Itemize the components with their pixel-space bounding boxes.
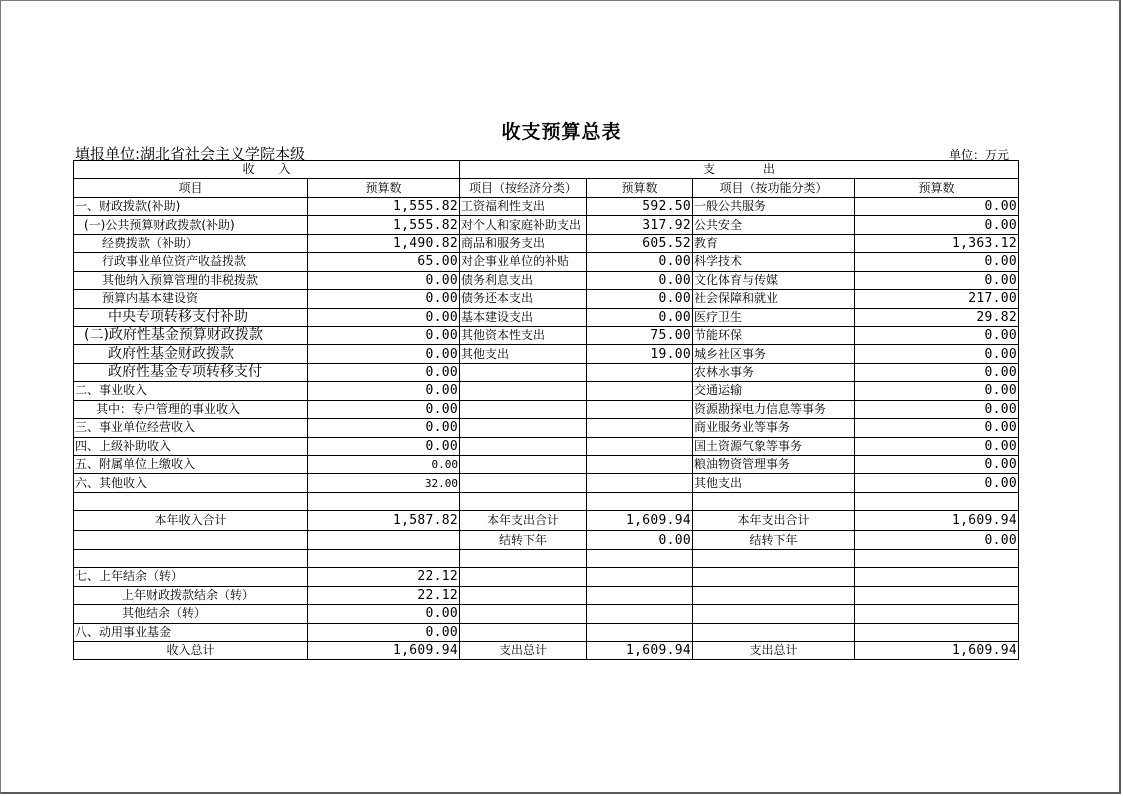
income-item: 行政事业单位资产收益拨款 [74,253,308,271]
income-amount [308,531,460,549]
income-amount: 1,609.94 [308,641,460,659]
income-item: 本年收入合计 [74,511,308,531]
func-item: 结转下年 [693,531,855,549]
income-item [74,549,308,567]
func-amount: 1,363.12 [855,234,1019,252]
func-item: 一般公共服务 [693,197,855,215]
reporting-unit: 填报单位:湖北省社会主义学院本级 [75,145,306,163]
income-item: 收入总计 [74,641,308,659]
func-item: 农林水事务 [693,363,855,381]
table-row [74,623,1019,641]
econ-amount [587,400,693,418]
unit-label: 单位：万元 [949,148,1010,162]
func-item: 公共安全 [693,216,855,234]
table-row [74,271,1019,289]
income-amount: 32.00 [308,474,460,492]
income-item: 二、事业收入 [74,382,308,400]
func-item: 城乡社区事务 [693,345,855,363]
econ-item: 结转下年 [460,531,587,549]
econ-amount [587,419,693,437]
table-row [74,326,1019,344]
income-item: 一、财政拨款(补助) [74,197,308,215]
table-row [74,419,1019,437]
func-item: 节能环保 [693,326,855,344]
income-item [74,531,308,549]
func-amount: 0.00 [855,456,1019,474]
econ-amount [587,474,693,492]
econ-item [460,623,587,641]
func-amount [855,568,1019,586]
econ-amount [587,568,693,586]
econ-item [460,605,587,623]
table-row [74,234,1019,252]
func-amount: 217.00 [855,290,1019,308]
econ-amount: 19.00 [587,345,693,363]
func-item [693,568,855,586]
income-item-header: 项目 [74,179,308,197]
econ-item [460,419,587,437]
func-item: 商业服务业等事务 [693,419,855,437]
income-item: 经费拨款（补助） [74,234,308,252]
table-row [74,641,1019,659]
table-row [74,568,1019,586]
func-item [693,549,855,567]
econ-item [460,363,587,381]
table-row [74,549,1019,567]
func-amount: 1,609.94 [855,641,1019,659]
func-item: 资源勘探电力信息等事务 [693,400,855,418]
econ-item: 支出总计 [460,641,587,659]
econ-item [460,549,587,567]
income-amount: 0.00 [308,382,460,400]
income-item [74,492,308,510]
func-item: 粮油物资管理事务 [693,456,855,474]
econ-amount: 0.00 [587,290,693,308]
func-amount: 0.00 [855,474,1019,492]
income-item: 三、事业单位经营收入 [74,419,308,437]
econ-item: 对企事业单位的补贴 [460,253,587,271]
func-item [693,492,855,510]
header-row-columns [74,179,1019,197]
func-item: 支出总计 [693,641,855,659]
econ-amount: 75.00 [587,326,693,344]
econ-amount: 317.92 [587,216,693,234]
econ-amount: 0.00 [587,253,693,271]
func-item: 本年支出合计 [693,511,855,531]
func-amount [855,605,1019,623]
income-item: 四、上级补助收入 [74,437,308,455]
econ-budget-header: 预算数 [587,179,693,197]
func-amount: 0.00 [855,400,1019,418]
table-row [74,363,1019,381]
income-section-header: 收 入 [74,161,460,179]
income-item: (二)政府性基金预算财政拨款 [74,326,308,344]
income-amount: 1,490.82 [308,234,460,252]
econ-amount [587,363,693,381]
func-item [693,605,855,623]
econ-item [460,474,587,492]
econ-item: 债务还本支出 [460,290,587,308]
income-amount: 1,555.82 [308,216,460,234]
income-item: 八、动用事业基金 [74,623,308,641]
income-amount: 0.00 [308,419,460,437]
income-amount: 22.12 [308,586,460,604]
func-item: 文化体育与传媒 [693,271,855,289]
income-amount: 0.00 [308,437,460,455]
income-item: 中央专项转移支付补助 [74,308,308,326]
econ-item [460,568,587,586]
func-item [693,623,855,641]
func-amount: 0.00 [855,271,1019,289]
func-amount: 0.00 [855,531,1019,549]
func-amount [855,492,1019,510]
econ-amount: 0.00 [587,308,693,326]
table-row [74,531,1019,549]
income-amount: 0.00 [308,326,460,344]
table-row [74,456,1019,474]
func-item: 国土资源气象等事务 [693,437,855,455]
econ-amount [587,382,693,400]
income-item: 其他结余（转） [74,605,308,623]
econ-amount: 592.50 [587,197,693,215]
func-amount: 0.00 [855,419,1019,437]
table-row [74,308,1019,326]
income-item: 六、其他收入 [74,474,308,492]
func-item-header: 项目（按功能分类） [693,179,855,197]
func-budget-header: 预算数 [855,179,1019,197]
table-row [74,216,1019,234]
func-amount: 0.00 [855,253,1019,271]
income-amount [308,492,460,510]
table-row [74,290,1019,308]
econ-amount [587,549,693,567]
econ-item [460,492,587,510]
econ-amount: 0.00 [587,271,693,289]
func-amount [855,549,1019,567]
econ-item: 其他资本性支出 [460,326,587,344]
func-amount: 0.00 [855,197,1019,215]
func-amount [855,586,1019,604]
func-amount: 0.00 [855,216,1019,234]
header-row-sections [74,161,1019,179]
table-row [74,511,1019,531]
income-item: 七、上年结余（转） [74,568,308,586]
econ-amount [587,586,693,604]
income-item: 政府性基金财政拨款 [74,345,308,363]
func-amount: 1,609.94 [855,511,1019,531]
income-amount: 1,587.82 [308,511,460,531]
func-item: 医疗卫生 [693,308,855,326]
income-amount: 0.00 [308,308,460,326]
income-item: 预算内基本建设资 [74,290,308,308]
func-amount: 0.00 [855,437,1019,455]
econ-item [460,400,587,418]
income-amount: 0.00 [308,456,460,474]
func-item [693,586,855,604]
table-row [74,253,1019,271]
budget-table [73,160,1019,660]
income-budget-header: 预算数 [308,179,460,197]
econ-item [460,437,587,455]
econ-amount [587,492,693,510]
econ-item: 工资福利性支出 [460,197,587,215]
econ-item [460,456,587,474]
table-row [74,492,1019,510]
income-amount: 0.00 [308,623,460,641]
table-row [74,345,1019,363]
econ-amount [587,623,693,641]
table-row [74,474,1019,492]
econ-amount: 605.52 [587,234,693,252]
econ-item: 债务利息支出 [460,271,587,289]
table-row [74,437,1019,455]
table-row [74,586,1019,604]
econ-item: 商品和服务支出 [460,234,587,252]
econ-item: 基本建设支出 [460,308,587,326]
income-amount [308,549,460,567]
econ-item: 其他支出 [460,345,587,363]
func-amount: 29.82 [855,308,1019,326]
income-item: 其他纳入预算管理的非税拨款 [74,271,308,289]
table-row [74,400,1019,418]
econ-amount: 1,609.94 [587,511,693,531]
income-amount: 0.00 [308,271,460,289]
income-amount: 65.00 [308,253,460,271]
func-amount [855,623,1019,641]
econ-item-header: 项目（按经济分类） [460,179,587,197]
income-item: 上年财政拨款结余（转） [74,586,308,604]
econ-amount: 1,609.94 [587,641,693,659]
econ-item [460,586,587,604]
func-item: 社会保障和就业 [693,290,855,308]
func-amount: 0.00 [855,382,1019,400]
func-item: 科学技术 [693,253,855,271]
table-row [74,382,1019,400]
econ-amount [587,437,693,455]
func-amount: 0.00 [855,326,1019,344]
income-item: 其中：专户管理的事业收入 [74,400,308,418]
expense-section-header: 支 出 [460,161,1019,179]
income-amount: 0.00 [308,605,460,623]
func-item: 交通运输 [693,382,855,400]
econ-amount [587,605,693,623]
income-amount: 0.00 [308,400,460,418]
income-amount: 0.00 [308,345,460,363]
econ-item [460,382,587,400]
income-item: 政府性基金专项转移支付 [74,363,308,381]
func-item: 教育 [693,234,855,252]
income-amount: 0.00 [308,363,460,381]
econ-amount: 0.00 [587,531,693,549]
income-amount: 0.00 [308,290,460,308]
income-item: 五、附属单位上缴收入 [74,456,308,474]
func-amount: 0.00 [855,345,1019,363]
income-amount: 22.12 [308,568,460,586]
page-title: 收支预算总表 [501,121,622,143]
income-amount: 1,555.82 [308,197,460,215]
table-row [74,197,1019,215]
econ-item: 本年支出合计 [460,511,587,531]
func-amount: 0.00 [855,363,1019,381]
table-row [74,605,1019,623]
econ-item: 对个人和家庭补助支出 [460,216,587,234]
income-item: (一)公共预算财政拨款(补助) [74,216,308,234]
func-item: 其他支出 [693,474,855,492]
econ-amount [587,456,693,474]
